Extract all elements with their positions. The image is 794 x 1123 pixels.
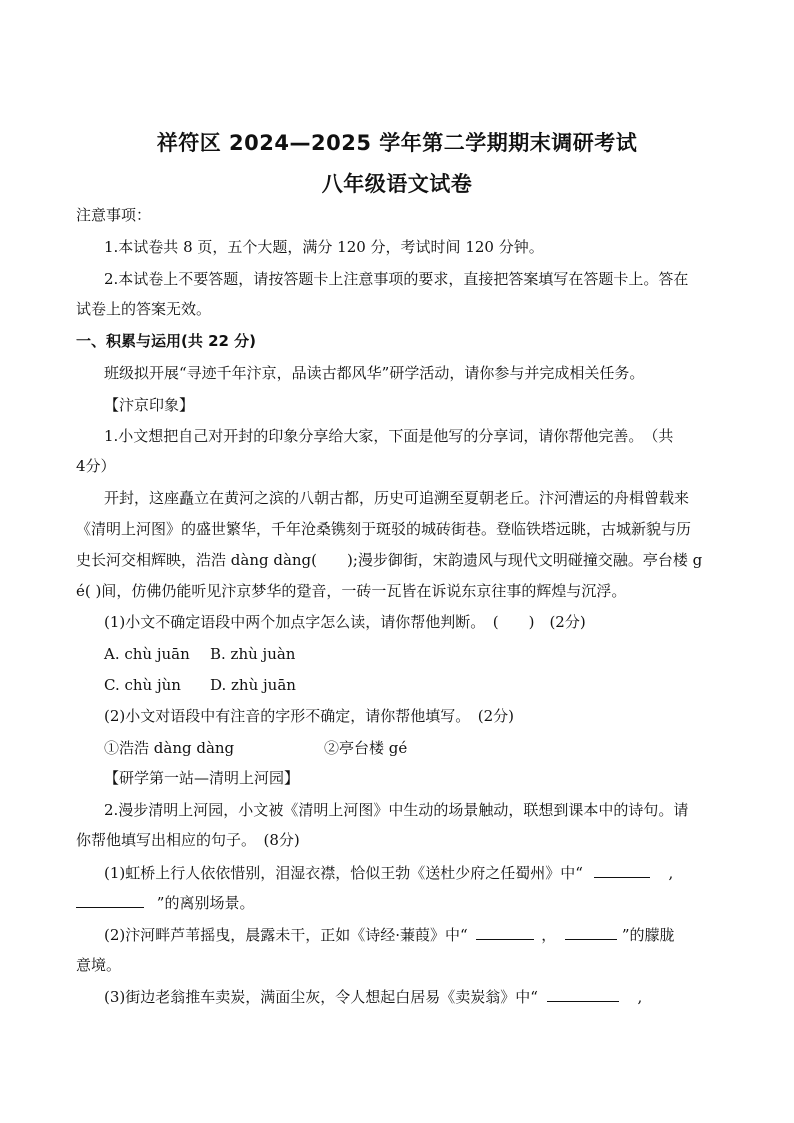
answer-blank — [476, 925, 534, 940]
notice-item-1: 1.本试卷共 8 页，五个大题，满分 120 分，考试时间 120 分钟。 — [104, 238, 544, 256]
option-d: D. zhù juān — [210, 676, 296, 694]
module-heading-2: 【研学第一站—清明上河园】 — [104, 769, 300, 787]
comma-mark: , — [668, 864, 674, 882]
question-2-1-tail: ”的离别场景。 — [156, 894, 255, 912]
exam-subtitle: 八年级语文试卷 — [321, 172, 473, 196]
question-2-1-cont — [76, 893, 254, 912]
question-2-2-cont: 意境。 — [76, 956, 122, 974]
passage-line-2: 《清明上河图》的盛世繁华，千年沧桑镌刻于斑驳的城砖街巷。登临铁塔远眺，古城新貌与历 — [76, 520, 692, 538]
question-1: 1.小文想把自己对开封的印象分享给大家，下面是他写的分享词，请你帮他完善。 （共 — [104, 427, 674, 445]
module-heading-1: 【汴京印象】 — [104, 396, 195, 414]
exam-title: 祥符区 2024—2025 学年第二学期期末调研考试 — [156, 131, 638, 155]
notice-item-2-cont: 试卷上的答案无效。 — [76, 300, 212, 318]
activity-intro: 班级拟开展“寻迹千年汴京，品读古都风华”研学活动，请你参与并完成相关任务。 — [104, 364, 645, 382]
fill-item-1: ①浩浩 dàng dàng — [104, 739, 235, 757]
comma-mark: , — [637, 988, 643, 1006]
question-1-1: (1)小文不确定语段中两个加点字怎么读，请你帮他判断。 ( ) (2分) — [104, 613, 586, 631]
question-1-cont: 4分） — [76, 457, 116, 475]
passage-line-1: 开封，这座矗立在黄河之滨的八朝古都，历史可追溯至夏朝老丘。汴河漕运的舟楫曾载来 — [104, 489, 690, 507]
question-2-1 — [104, 863, 673, 882]
answer-blank — [594, 863, 650, 878]
question-1-2: (2)小文对语段中有注音的字形不确定，请你帮他填写。 (2分) — [104, 707, 514, 725]
passage-line-4: é( )间，仿佛仍能听见汴京梦华的跫音，一砖一瓦皆在诉说东京往事的辉煌与沉浮。 — [76, 582, 627, 600]
question-2: 2.漫步清明上河园，小文被《清明上河图》中生动的场景触动，联想到课本中的诗句。请 — [104, 801, 689, 819]
answer-blank — [547, 987, 619, 1002]
question-2-cont: 你帮他填写出相应的句子。 (8分) — [76, 831, 300, 849]
option-c: C. chù jùn — [104, 676, 181, 694]
question-2-2 — [104, 925, 675, 944]
answer-blank — [76, 893, 144, 908]
option-a: A. chù juān — [104, 645, 190, 663]
option-b: B. zhù juàn — [210, 645, 296, 663]
passage-line-3: 史长河交相辉映，浩浩 dàng dàng( );漫步御街，宋韵遗风与现代文明碰撞交融。亭台楼 g — [76, 551, 703, 569]
notice-heading: 注意事项： — [76, 206, 152, 224]
comma-mark: ， — [541, 926, 557, 944]
question-2-2-text: (2)汴河畔芦苇摇曳，晨露未干，正如《诗经·蒹葭》中“ — [104, 926, 468, 944]
answer-blank — [565, 925, 617, 940]
notice-item-2: 2.本试卷上不要答题，请按答题卡上注意事项的要求，直接把答案填写在答题卡上。答在 — [104, 270, 689, 288]
fill-item-2: ②亭台楼 gé — [324, 739, 408, 757]
question-2-2-tail: ”的朦胧 — [621, 926, 675, 944]
question-2-3-text: (3)街边老翁推车卖炭，满面尘灰，令人想起白居易《卖炭翁》中“ — [104, 988, 538, 1006]
question-2-3 — [104, 987, 642, 1006]
section-heading: 一、积累与运用(共 22 分) — [76, 332, 257, 350]
question-2-1-text: (1)虹桥上行人依依惜别，泪湿衣襟，恰似王勃《送杜少府之任蜀州》中“ — [104, 864, 583, 882]
